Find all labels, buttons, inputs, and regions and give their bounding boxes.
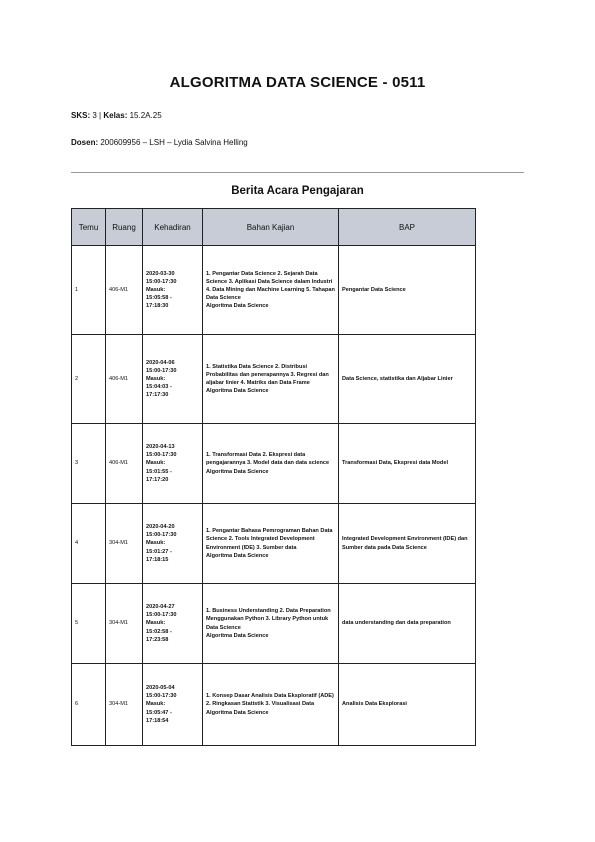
separator: | bbox=[99, 111, 102, 120]
cell-bap: Analisis Data Eksplorasi bbox=[339, 664, 476, 746]
cell-ruang: 406-M1 bbox=[106, 424, 143, 504]
bahan-topics: 1. Konsep Dasar Analisis Data Eksploratif (ADE) 2. Ringkasan Statistik 3. Visualisasi Data bbox=[206, 693, 334, 708]
cell-ruang: 304-M1 bbox=[106, 664, 143, 746]
sks-label: SKS: bbox=[71, 111, 91, 120]
kehadiran-in: 15:05:47 - bbox=[146, 709, 172, 716]
kehadiran-schedule: 15:00-17:30 bbox=[146, 532, 177, 539]
cell-bahan-kajian bbox=[203, 335, 339, 424]
kehadiran-in: 15:04:03 - bbox=[146, 384, 172, 391]
cell-temu: 4 bbox=[72, 504, 106, 584]
header-kehadiran: Kehadiran bbox=[143, 209, 203, 246]
kehadiran-date: 2020-04-13 bbox=[146, 444, 175, 451]
kehadiran-date: 2020-04-20 bbox=[146, 524, 175, 531]
kehadiran-date: 2020-04-27 bbox=[146, 604, 175, 611]
table-row bbox=[72, 246, 476, 335]
kehadiran-date: 2020-05-04 bbox=[146, 685, 175, 692]
cell-kehadiran bbox=[143, 335, 203, 424]
kelas-value: 15.2A.25 bbox=[129, 111, 162, 120]
header-ruang: Ruang bbox=[106, 209, 143, 246]
cell-ruang: 304-M1 bbox=[106, 584, 143, 664]
cell-temu: 3 bbox=[72, 424, 106, 504]
bahan-topics: 1. Transformasi Data 2. Ekspresi data pengajarannya 3. Model data dan data science bbox=[206, 452, 330, 467]
table-row bbox=[72, 424, 476, 504]
bahan-course: Algoritma Data Science bbox=[206, 632, 269, 639]
teaching-report-table bbox=[71, 208, 476, 746]
cell-bap: Data Science, statistika dan Aljabar Linier bbox=[339, 335, 476, 424]
kehadiran-schedule: 15:00-17:30 bbox=[146, 693, 177, 700]
cell-temu: 5 bbox=[72, 584, 106, 664]
kehadiran-out: 17:23:58 bbox=[146, 636, 169, 643]
kehadiran-label: Masuk: bbox=[146, 620, 166, 627]
divider bbox=[71, 172, 524, 173]
dosen-label: Dosen: bbox=[71, 138, 99, 147]
kehadiran-out: 17:17:20 bbox=[146, 476, 169, 483]
cell-bahan-kajian bbox=[203, 584, 339, 664]
bahan-course: Algoritma Data Science bbox=[206, 709, 269, 716]
kehadiran-in: 15:01:55 - bbox=[146, 468, 172, 475]
kehadiran-in: 15:05:58 - bbox=[146, 295, 172, 302]
kehadiran-out: 17:18:30 bbox=[146, 303, 169, 310]
cell-bahan-kajian bbox=[203, 664, 339, 746]
dosen-value: 200609956 – LSH – Lydia Salvina Helling bbox=[100, 138, 248, 147]
cell-bahan-kajian bbox=[203, 246, 339, 335]
page-title: ALGORITMA DATA SCIENCE - 0511 bbox=[169, 74, 426, 91]
cell-temu: 6 bbox=[72, 664, 106, 746]
table-row bbox=[72, 335, 476, 424]
cell-kehadiran bbox=[143, 504, 203, 584]
kehadiran-label: Masuk: bbox=[146, 286, 166, 293]
cell-ruang: 406-M1 bbox=[106, 246, 143, 335]
lecturer-info bbox=[71, 138, 248, 147]
bahan-topics: 1. Pengantar Data Science 2. Sejarah Data Science 3. Aplikasi Data Science dalam Industri 4. Data Mining dan Machine Learning 5. Tahapan Data Science bbox=[206, 270, 335, 302]
section-title: Berita Acara Pengajaran bbox=[231, 185, 364, 197]
cell-bap: Transformasi Data, Ekspresi data Model bbox=[339, 424, 476, 504]
kehadiran-schedule: 15:00-17:30 bbox=[146, 612, 177, 619]
bahan-topics: 1. Statistika Data Science 2. Distribusi Probabilitas dan penerapannya 3. Regresi dan aljabar linier 4. Matriks dan Data Frame bbox=[206, 363, 329, 386]
kehadiran-label: Masuk: bbox=[146, 375, 166, 382]
cell-bap: Pengantar Data Science bbox=[339, 246, 476, 335]
cell-ruang: 304-M1 bbox=[106, 504, 143, 584]
bahan-course: Algoritma Data Science bbox=[206, 303, 269, 310]
cell-temu: 1 bbox=[72, 246, 106, 335]
kelas-label: Kelas: bbox=[103, 111, 128, 120]
bahan-course: Algoritma Data Science bbox=[206, 468, 269, 475]
table-row bbox=[72, 504, 476, 584]
bahan-topics: 1. Business Understanding 2. Data Preparation Menggunakan Python 3. Library Python untuk Data Science bbox=[206, 608, 331, 631]
bahan-course: Algoritma Data Science bbox=[206, 388, 269, 395]
kehadiran-in: 15:02:58 - bbox=[146, 628, 172, 635]
table-row bbox=[72, 584, 476, 664]
cell-ruang: 406-M1 bbox=[106, 335, 143, 424]
kehadiran-label: Masuk: bbox=[146, 701, 166, 708]
kehadiran-date: 2020-03-30 bbox=[146, 270, 175, 277]
header-bap: BAP bbox=[339, 209, 476, 246]
kehadiran-label: Masuk: bbox=[146, 540, 166, 547]
bahan-topics: 1. Pengantar Bahasa Pemrograman Bahan Data Science 2. Tools Integrated Development Environment (IDE) 3. Sumber data bbox=[206, 528, 333, 551]
cell-bahan-kajian bbox=[203, 504, 339, 584]
cell-bap: data understanding dan data preparation bbox=[339, 584, 476, 664]
header-bahan-kajian: Bahan Kajian bbox=[203, 209, 339, 246]
kehadiran-out: 17:18:15 bbox=[146, 556, 169, 563]
cell-kehadiran bbox=[143, 246, 203, 335]
table-header-row bbox=[72, 209, 476, 246]
cell-kehadiran bbox=[143, 424, 203, 504]
kehadiran-label: Masuk: bbox=[146, 460, 166, 467]
header-temu: Temu bbox=[72, 209, 106, 246]
cell-bap: Integrated Development Environment (IDE) dan Sumber data pada Data Science bbox=[339, 504, 476, 584]
course-info bbox=[71, 111, 162, 120]
cell-kehadiran bbox=[143, 664, 203, 746]
kehadiran-schedule: 15:00-17:30 bbox=[146, 452, 177, 459]
kehadiran-date: 2020-04-06 bbox=[146, 359, 175, 366]
kehadiran-out: 17:18:54 bbox=[146, 717, 169, 724]
bahan-course: Algoritma Data Science bbox=[206, 552, 269, 559]
kehadiran-out: 17:17:30 bbox=[146, 392, 169, 399]
cell-kehadiran bbox=[143, 584, 203, 664]
cell-bahan-kajian bbox=[203, 424, 339, 504]
kehadiran-schedule: 15:00-17:30 bbox=[146, 278, 177, 285]
kehadiran-in: 15:01:27 - bbox=[146, 548, 172, 555]
sks-value: 3 bbox=[92, 111, 97, 120]
table-row bbox=[72, 664, 476, 746]
kehadiran-schedule: 15:00-17:30 bbox=[146, 367, 177, 374]
cell-temu: 2 bbox=[72, 335, 106, 424]
